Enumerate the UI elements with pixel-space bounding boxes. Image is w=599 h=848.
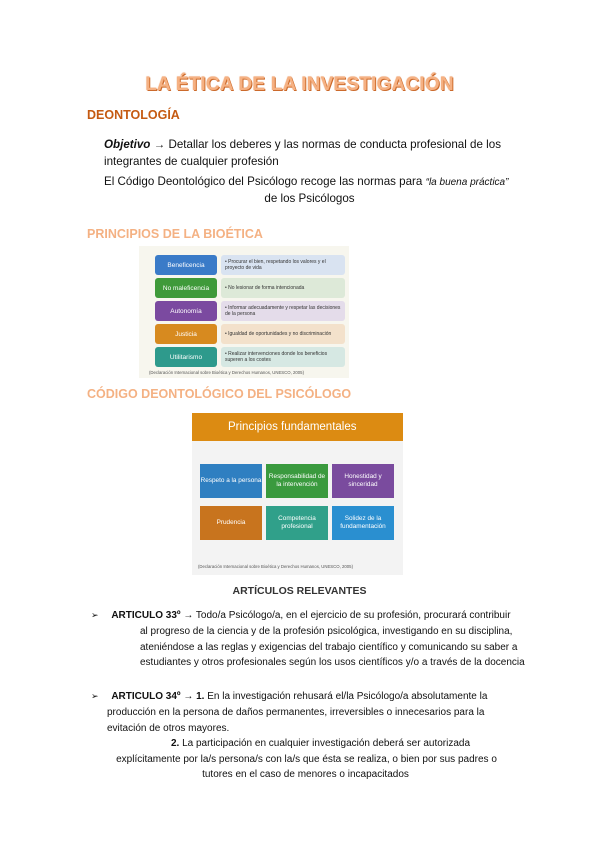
codigo-diagram (192, 413, 403, 575)
objetivo-paragraph (104, 136, 524, 170)
bullet-arrow-icon: ➢ (91, 691, 99, 701)
bioetica-desc: • Igualdad de oportunidades y no discriminación (221, 324, 345, 344)
bioetica-desc: • Realizar intervenciones donde los beneficios superen a los costes (221, 347, 345, 367)
objetivo-text-line1: Detallar los deberes y las normas de conducta profesional de los (168, 138, 501, 151)
codigo-diagram-header: Principios fundamentales (192, 413, 403, 441)
art33-paragraph (91, 608, 531, 624)
art33-line1: → Todo/a Psicólogo/a, en el ejercicio de su profesión, procurará contribuir (183, 610, 511, 621)
bioetica-label: Autonomía (155, 301, 217, 321)
art34-label: ARTICULO 34º (111, 691, 181, 702)
art34-line4: La participación en cualquier investigación deberá ser autorizada (182, 738, 471, 749)
principle-cell: Solidez de la fundamentación (332, 506, 394, 540)
art34-line6: tutores en el caso de menores o incapacitados (202, 769, 409, 780)
section-deontologia-heading: DEONTOLOGÍA (87, 108, 180, 122)
art34-paragraph (91, 689, 531, 705)
bioetica-desc: • Procurar el bien, respetando los valores y el proyecto de vida (221, 255, 345, 275)
articulos-heading: ARTÍCULOS RELEVANTES (232, 585, 367, 597)
bioetica-diagram (139, 246, 349, 378)
art34-line5: explícitamente por la/s persona/s con la/s que ésta se realiza, o bien por sus padres o (116, 754, 497, 765)
objetivo-label: Objetivo (104, 138, 151, 151)
art34-line3: evitación de otros mayores. (107, 722, 230, 734)
codigo-source: (Declaración Internacional sobre Bioética y Derechos Humanos, UNESCO, 2005) (198, 564, 353, 569)
codigo-quote: “la buena práctica” (425, 177, 509, 188)
codigo-text: El Código Deontológico del Psicólogo recoge las normas para (104, 175, 423, 188)
section-codigo-heading: CÓDIGO DEONTOLÓGICO DEL PSICÓLOGO (87, 387, 352, 401)
art34-point2 (0, 736, 599, 752)
art33-line4: estudiantes y otros profesionales según los usos científicos y/o a través de la docencia (140, 657, 525, 668)
codigo-text-line2: de los Psicólogos (264, 192, 355, 205)
principle-cell: Honestidad y sinceridad (332, 464, 394, 498)
bioetica-desc: • No lesionar de forma intencionada (221, 278, 345, 298)
art34-body (107, 705, 537, 736)
objetivo-text-line2: integrantes de cualquier profesión (104, 155, 279, 168)
principle-cell: Responsabilidad de la intervención (266, 464, 328, 498)
section-bioetica-heading: PRINCIPIOS DE LA BIOÉTICA (87, 227, 263, 241)
art33-body (140, 624, 540, 671)
document-title: LA ÉTICA DE LA INVESTIGACIÓN (145, 74, 454, 95)
bioetica-label: Utilitarismo (155, 347, 217, 367)
principle-cell: Respeto a la persona (200, 464, 262, 498)
principle-cell: Prudencia (200, 506, 262, 540)
bioetica-source: (Declaración Internacional sobre Bioética y Derechos Humanos, UNESCO, 2005) (149, 370, 304, 375)
art34-num2: 2. (170, 738, 180, 749)
art33-line2: al progreso de la ciencia y de la profesión psicológica, investigando en su disciplina, (140, 626, 513, 637)
art34-num1: 1. (196, 691, 205, 702)
arrow-glyph: → (153, 138, 166, 151)
art33-label: ARTICULO 33º (111, 610, 181, 621)
bioetica-label: Beneficencia (155, 255, 217, 275)
bullet-arrow-icon: ➢ (91, 610, 99, 620)
bioetica-desc: • Informar adecuadamente y respetar las decisiones de la persona (221, 301, 345, 321)
principle-cell: Competencia profesional (266, 506, 328, 540)
art33-line3: ateniéndose a las reglas y exigencias del trabajo científico y comunicando su saber a (140, 641, 518, 653)
art34-line2: producción en la persona de daños permanentes, irreversibles o innecesarios para la (107, 707, 485, 718)
bioetica-label: No maleficencia (155, 278, 217, 298)
bioetica-label: Justicia (155, 324, 217, 344)
arrow-glyph: → (183, 691, 194, 702)
codigo-paragraph (104, 173, 524, 191)
art34-line1: En la investigación rehusará el/la Psicólogo/a absolutamente la (207, 691, 488, 702)
